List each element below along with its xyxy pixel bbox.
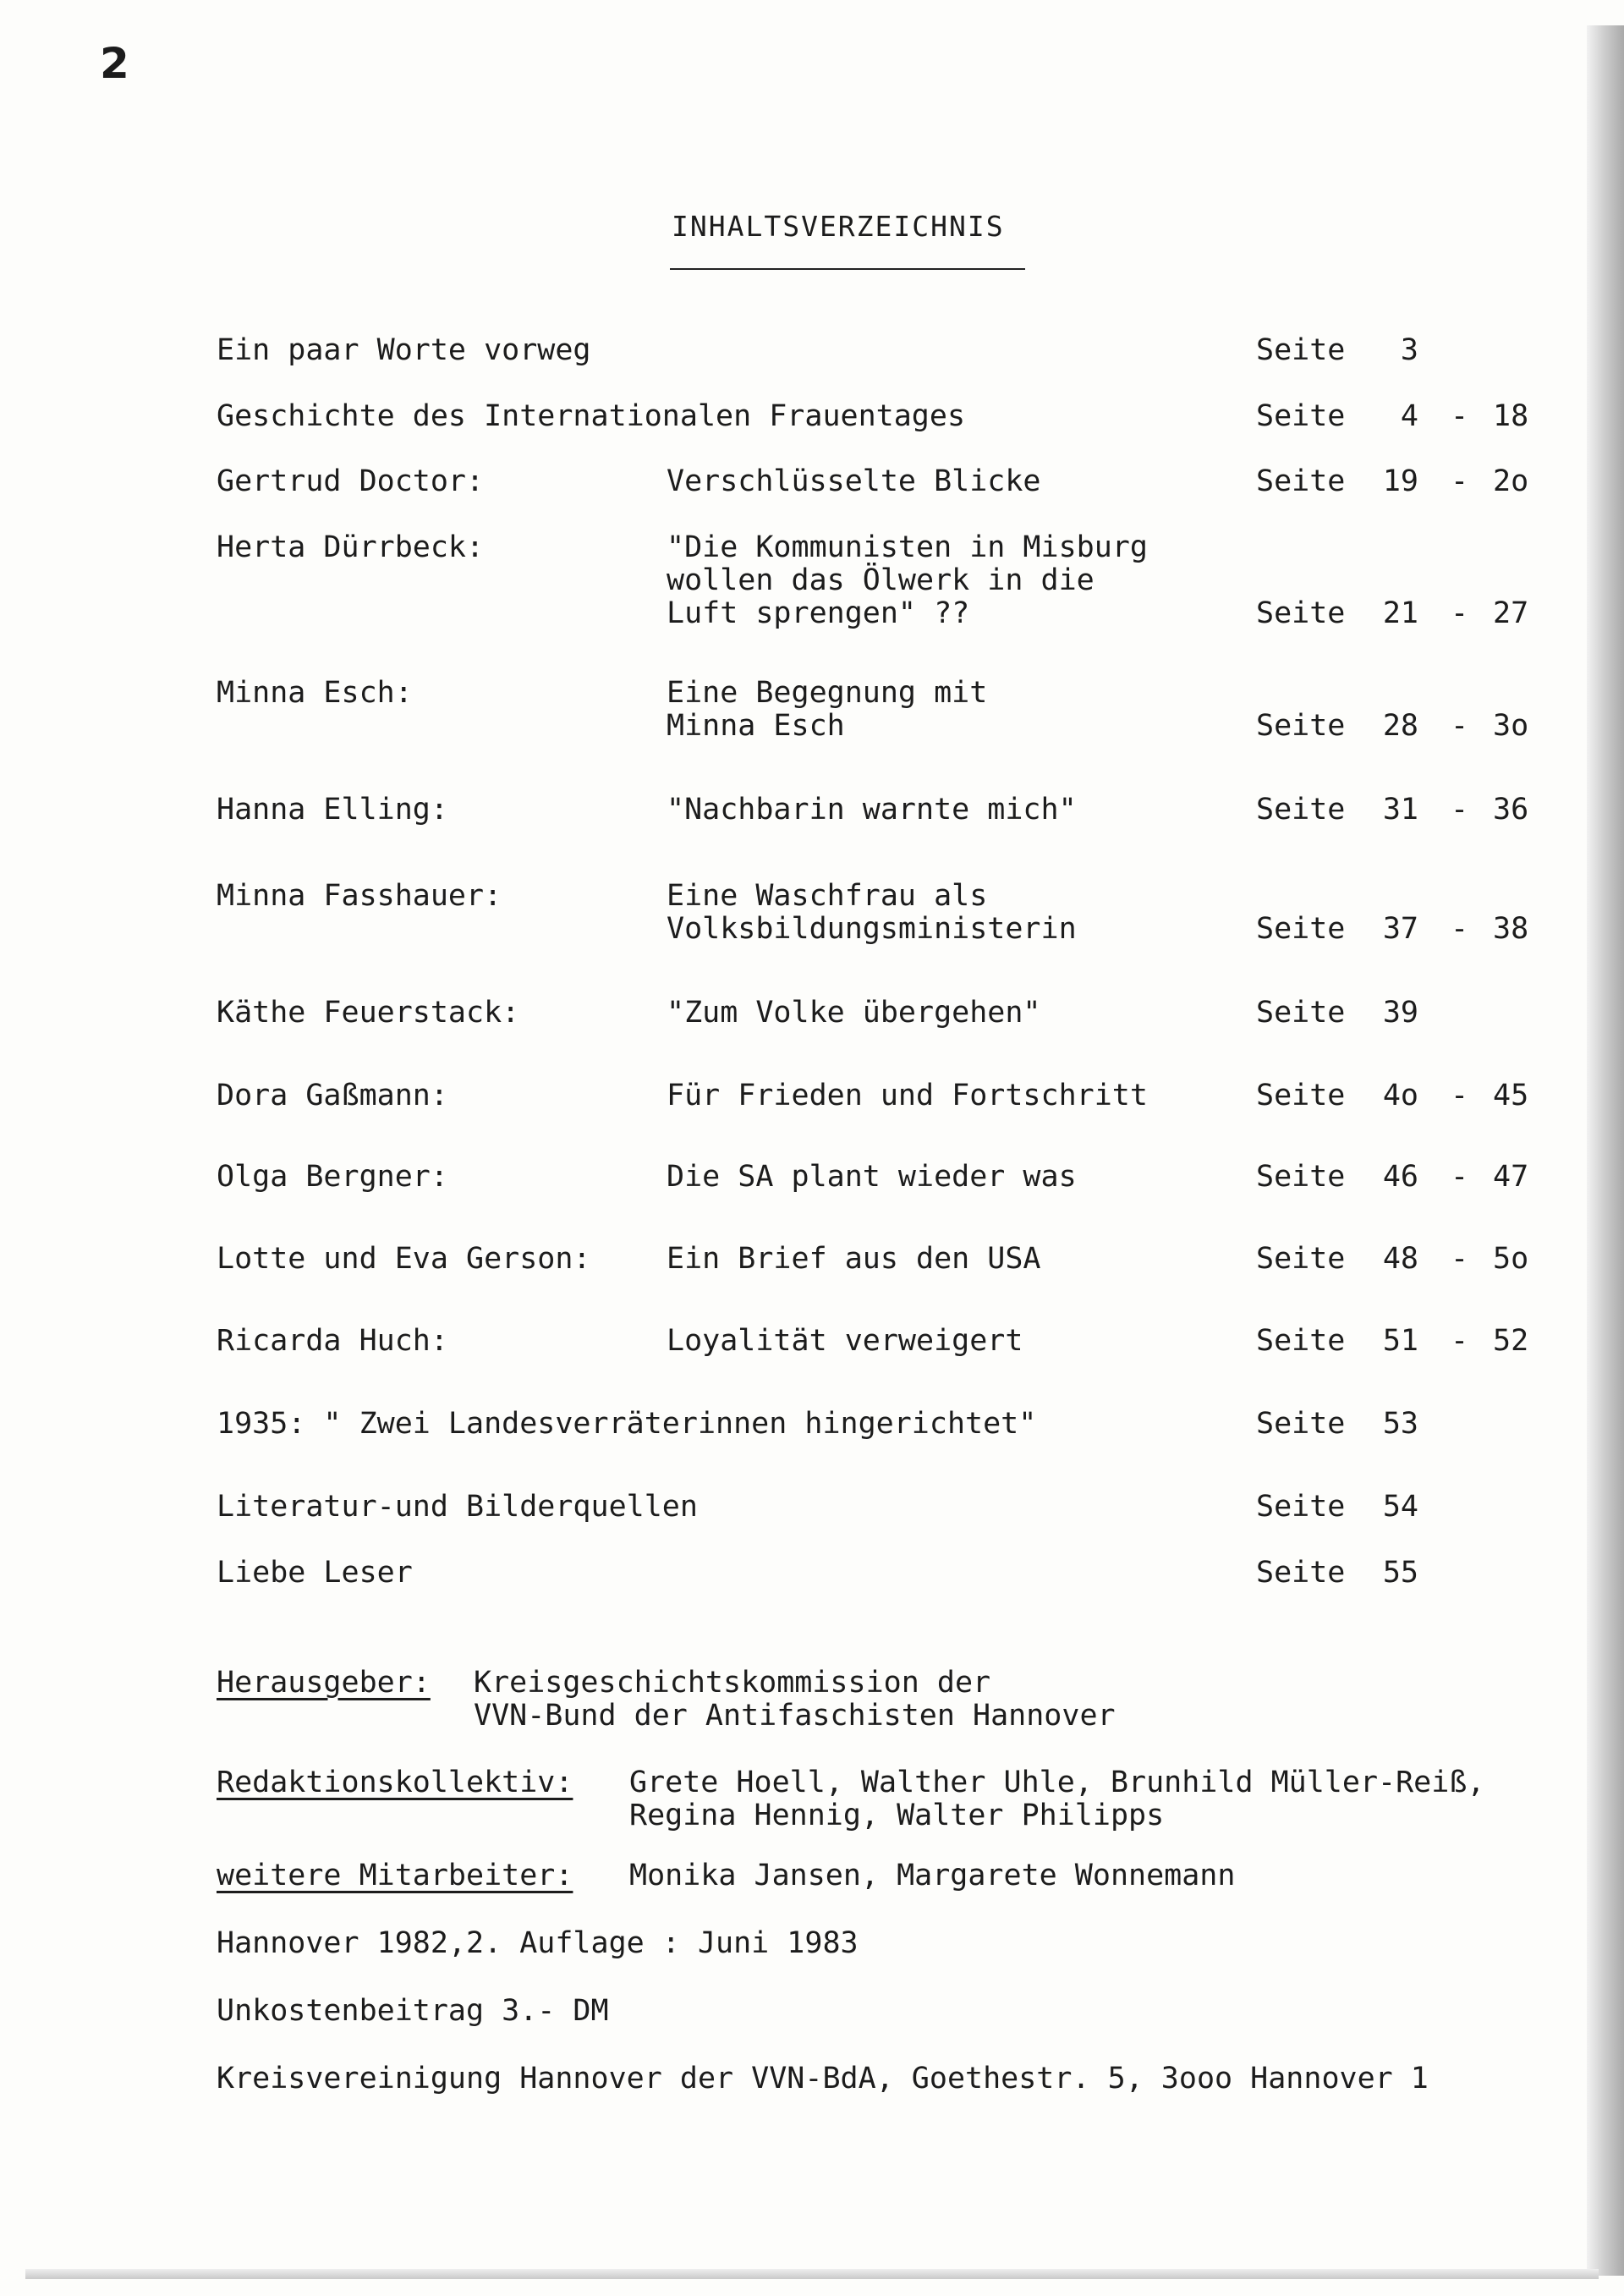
toc-entry-author: Käthe Feuerstack:	[217, 996, 520, 1030]
toc-entry-page-to: 18	[1493, 399, 1529, 433]
toc-entry-page-from: 55	[1382, 1556, 1418, 1590]
toc-entry-author: Geschichte des Internationalen Frauentages	[217, 399, 966, 433]
toc-entry-page-from: 28	[1382, 709, 1418, 743]
toc-entry-seite-label: Seite	[1256, 464, 1346, 498]
toc-entry-range-dash: -	[1451, 912, 1469, 946]
title-underline	[670, 268, 1025, 270]
toc-entry-author: Dora Gaßmann:	[217, 1079, 448, 1112]
editorial-label: Redaktionskollektiv:	[217, 1766, 573, 1799]
toc-entry-range-dash: -	[1451, 709, 1469, 743]
toc-entry-seite-label: Seite	[1256, 1160, 1346, 1194]
toc-entry-page-from: 51	[1382, 1324, 1418, 1358]
price-line: Unkostenbeitrag 3.- DM	[217, 1994, 609, 2028]
toc-entry-page-to: 27	[1493, 596, 1529, 630]
toc-entry-title-line: Verschlüsselte Blicke	[667, 464, 1041, 498]
toc-entry-title-line: Eine Waschfrau als	[667, 879, 988, 913]
toc-entry-range-dash: -	[1451, 1079, 1469, 1112]
toc-entry-page-from: 46	[1382, 1160, 1418, 1194]
toc-entry-title-line: Loyalität verweigert	[667, 1324, 1023, 1358]
toc-entry-range-dash: -	[1451, 399, 1469, 433]
toc-entry-title-line: Die SA plant wieder was	[667, 1160, 1077, 1194]
edition-line: Hannover 1982,2. Auflage : Juni 1983	[217, 1926, 859, 1960]
toc-entry-seite-label: Seite	[1256, 793, 1346, 827]
toc-entry-author: 1935: " Zwei Landesverräterinnen hingerichtet"	[217, 1407, 1037, 1441]
toc-entry-seite-label: Seite	[1256, 912, 1346, 946]
toc-entry-title-line: "Nachbarin warnte mich"	[667, 793, 1077, 827]
toc-entry-seite-label: Seite	[1256, 1324, 1346, 1358]
publisher-label: Herausgeber:	[217, 1666, 431, 1700]
scan-edge-shadow	[1587, 25, 1624, 2276]
toc-entry-author: Gertrud Doctor:	[217, 464, 485, 498]
toc-entry-title-line: wollen das Ölwerk in die	[667, 563, 1095, 597]
toc-entry-page-to: 5o	[1493, 1242, 1529, 1276]
toc-entry-author: Liebe Leser	[217, 1556, 413, 1590]
toc-entry-author: Literatur-und Bilderquellen	[217, 1490, 698, 1524]
toc-entry-seite-label: Seite	[1256, 709, 1346, 743]
toc-entry-author: Minna Fasshauer:	[217, 879, 502, 913]
toc-entry-range-dash: -	[1451, 596, 1469, 630]
toc-entry-title-line: "Die Kommunisten in Misburg	[667, 530, 1148, 564]
toc-entry-page-to: 36	[1493, 793, 1529, 827]
publisher-line: VVN-Bund der Antifaschisten Hannover	[474, 1699, 1116, 1733]
toc-entry-range-dash: -	[1451, 1242, 1469, 1276]
toc-entry-page-from: 4	[1400, 399, 1418, 433]
toc-entry-title-line: Eine Begegnung mit	[667, 676, 988, 710]
scan-bottom-shadow	[25, 2269, 1599, 2279]
toc-entry-seite-label: Seite	[1256, 1407, 1346, 1441]
contributors-label: weitere Mitarbeiter:	[217, 1859, 573, 1892]
address-line: Kreisvereinigung Hannover der VVN-BdA, Goethestr. 5, 3ooo Hannover 1	[217, 2062, 1429, 2096]
toc-entry-seite-label: Seite	[1256, 1556, 1346, 1590]
page-number: 2	[100, 39, 129, 88]
toc-entry-seite-label: Seite	[1256, 399, 1346, 433]
toc-entry-page-from: 48	[1382, 1242, 1418, 1276]
toc-entry-seite-label: Seite	[1256, 333, 1346, 367]
toc-entry-seite-label: Seite	[1256, 596, 1346, 630]
toc-entry-author: Herta Dürrbeck:	[217, 530, 485, 564]
toc-entry-seite-label: Seite	[1256, 1490, 1346, 1524]
toc-entry-title-line: Für Frieden und Fortschritt	[667, 1079, 1148, 1112]
toc-entry-page-to: 52	[1493, 1324, 1529, 1358]
toc-entry-range-dash: -	[1451, 1324, 1469, 1358]
toc-entry-page-from: 19	[1382, 464, 1418, 498]
toc-entry-page-from: 4o	[1382, 1079, 1418, 1112]
toc-entry-author: Lotte und Eva Gerson:	[217, 1242, 591, 1276]
publisher-line: Kreisgeschichtskommission der	[474, 1666, 991, 1700]
toc-entry-page-to: 45	[1493, 1079, 1529, 1112]
toc-entry-title-line: Minna Esch	[667, 709, 845, 743]
toc-entry-page-from: 21	[1382, 596, 1418, 630]
toc-entry-author: Minna Esch:	[217, 676, 413, 710]
editorial-line: Regina Hennig, Walter Philipps	[629, 1799, 1165, 1832]
toc-entry-range-dash: -	[1451, 464, 1469, 498]
toc-entry-range-dash: -	[1451, 1160, 1469, 1194]
toc-entry-page-to: 3o	[1493, 709, 1529, 743]
toc-entry-page-to: 38	[1493, 912, 1529, 946]
toc-entry-author: Ein paar Worte vorweg	[217, 333, 591, 367]
editorial-line: Grete Hoell, Walther Uhle, Brunhild Müller-Reiß,	[629, 1766, 1485, 1799]
toc-entry-author: Olga Bergner:	[217, 1160, 448, 1194]
toc-entry-title-line: Volksbildungsministerin	[667, 912, 1077, 946]
toc-entry-page-to: 2o	[1493, 464, 1529, 498]
toc-entry-author: Ricarda Huch:	[217, 1324, 448, 1358]
toc-entry-page-to: 47	[1493, 1160, 1529, 1194]
toc-entry-page-from: 54	[1382, 1490, 1418, 1524]
toc-title: INHALTSVERZEICHNIS	[672, 210, 1005, 243]
toc-entry-title-line: Luft sprengen" ??	[667, 596, 970, 630]
toc-entry-page-from: 3	[1400, 333, 1418, 367]
toc-entry-page-from: 31	[1382, 793, 1418, 827]
toc-entry-seite-label: Seite	[1256, 996, 1346, 1030]
toc-entry-page-from: 37	[1382, 912, 1418, 946]
toc-entry-seite-label: Seite	[1256, 1079, 1346, 1112]
toc-entry-title-line: Ein Brief aus den USA	[667, 1242, 1041, 1276]
toc-entry-range-dash: -	[1451, 793, 1469, 827]
toc-entry-author: Hanna Elling:	[217, 793, 448, 827]
toc-entry-page-from: 39	[1382, 996, 1418, 1030]
toc-entry-page-from: 53	[1382, 1407, 1418, 1441]
toc-entry-seite-label: Seite	[1256, 1242, 1346, 1276]
toc-entry-title-line: "Zum Volke übergehen"	[667, 996, 1041, 1030]
contributors-text: Monika Jansen, Margarete Wonnemann	[629, 1859, 1236, 1892]
